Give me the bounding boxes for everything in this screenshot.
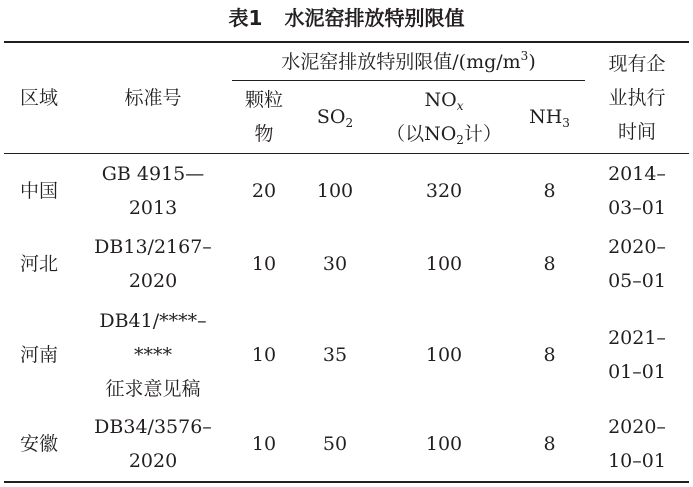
header-time-line1: 现有企 [608,53,666,75]
header-pm-line1: 颗粒 [244,89,283,111]
cell-pm: 10 [251,253,277,275]
cell-nox: 320 [425,180,463,202]
cell-region: 河北 [19,253,58,275]
cell-date: 2014– 03–01 [608,163,666,219]
header-standard-label: 标准号 [124,87,182,109]
cell-nh3: 8 [543,180,556,202]
cell-region: 中国 [19,180,58,202]
cell-pm: 10 [251,344,277,366]
cell-date: 2020– 10–01 [608,416,666,472]
cell-standard: GB 4915— 2013 [101,163,205,219]
bottom-rule [4,481,689,483]
header-so2-label: $SO_2$ [316,106,354,130]
header-nh3 [514,81,585,153]
header-region-label: 区域 [19,87,58,109]
cell-pm: 10 [251,433,277,455]
header-group-label: 水泥窑排放特别限值$/(mg/m^3)$ [281,48,536,73]
cell-nh3: 8 [543,253,556,275]
cell-so2: 30 [322,253,348,275]
cell-date: 2021– 01–01 [608,327,666,383]
cell-nh3: 8 [543,433,556,455]
header-time-line2: 业执行 [608,87,666,109]
table-title: 水泥窑排放特别限值 [284,6,465,30]
header-time-line3: 时间 [617,121,656,143]
header-pm [232,81,296,153]
cell-nh3: 8 [543,344,556,366]
cell-nox: 100 [425,253,463,275]
header-time [585,43,689,153]
cell-so2: 50 [322,433,348,455]
cell-standard: DB41/****– **** 征求意见稿 [99,310,207,400]
cell-date: 2020– 05–01 [608,236,666,292]
header-nox-note: （以$NO_2$计） [386,123,502,147]
header-nox [374,81,514,153]
header-group [232,43,585,80]
header-nh3-label: $NH_3$ [529,106,570,130]
table-caption [0,4,693,32]
cell-so2: 100 [316,180,354,202]
header-standard [74,43,232,153]
header-pm-line2: 物 [254,123,274,145]
cell-nox: 100 [425,344,463,366]
cell-standard: DB13/2167– 2020 [94,236,212,292]
cell-so2: 35 [322,344,348,366]
cell-region: 安徽 [19,433,58,455]
cell-pm: 20 [251,180,277,202]
table-number: 表1 [228,6,263,30]
header-so2 [296,81,374,153]
header-rule [4,153,689,154]
cell-region: 河南 [19,344,58,366]
header-nox-label: $NO_x$ [424,89,464,113]
cell-standard: DB34/3576– 2020 [94,416,212,472]
cell-nox: 100 [425,433,463,455]
header-region [4,43,74,153]
